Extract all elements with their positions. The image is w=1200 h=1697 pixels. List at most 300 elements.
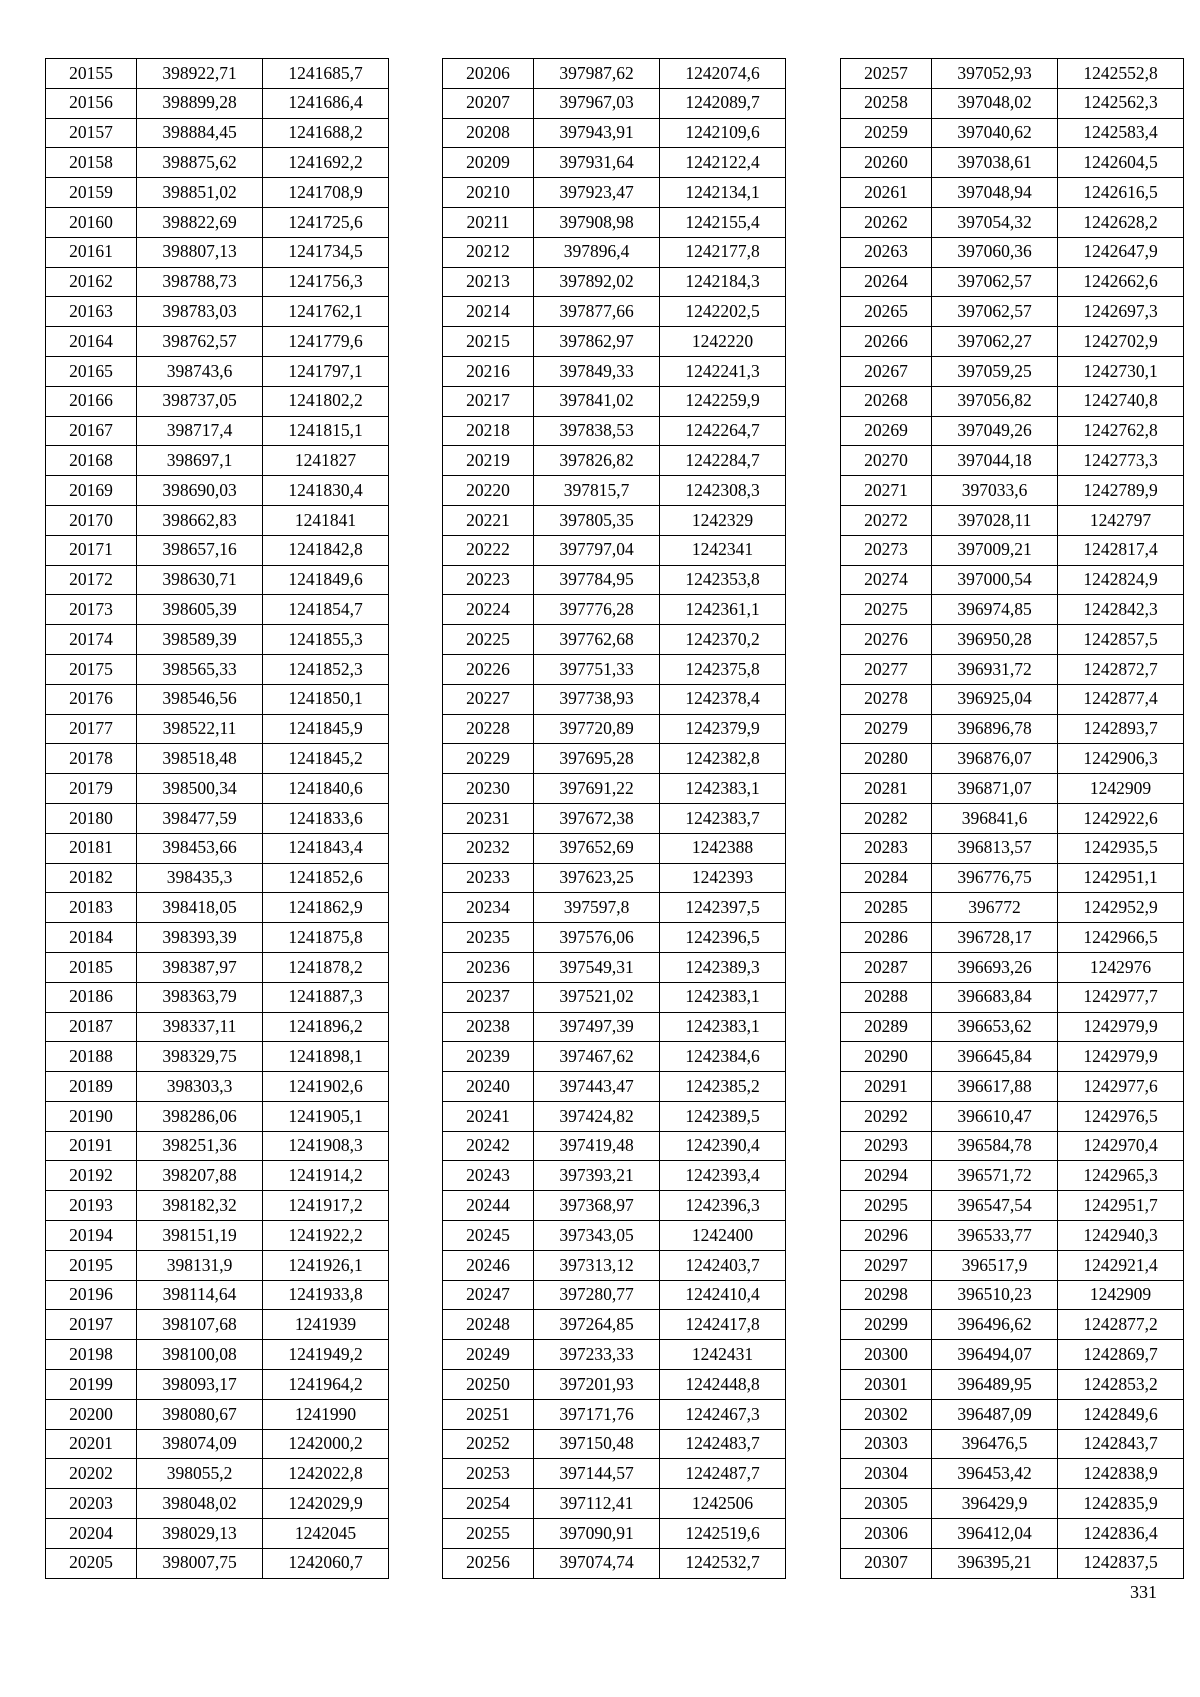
y-coordinate-cell: 1241862,9 (263, 893, 389, 923)
x-coordinate-cell: 397233,33 (534, 1340, 660, 1370)
x-coordinate-cell: 396683,84 (932, 982, 1058, 1012)
table-row (443, 1012, 786, 1042)
coordinate-table-body (443, 59, 786, 1579)
y-coordinate-cell: 1242397,5 (660, 893, 786, 923)
y-coordinate-cell: 1242853,2 (1058, 1370, 1184, 1400)
y-coordinate-cell: 1241855,3 (263, 625, 389, 655)
point-id-cell: 20226 (443, 654, 534, 684)
point-id-cell: 20248 (443, 1310, 534, 1340)
point-id-cell: 20178 (46, 744, 137, 774)
x-coordinate-cell: 397171,76 (534, 1399, 660, 1429)
table-row (443, 297, 786, 327)
x-coordinate-cell: 398074,09 (137, 1429, 263, 1459)
table-row (841, 1042, 1184, 1072)
y-coordinate-cell: 1242448,8 (660, 1370, 786, 1400)
point-id-cell: 20272 (841, 505, 932, 535)
table-row (443, 446, 786, 476)
table-row (443, 1489, 786, 1519)
table-row (841, 833, 1184, 863)
y-coordinate-cell: 1242074,6 (660, 59, 786, 89)
x-coordinate-cell: 398690,03 (137, 476, 263, 506)
table-row (443, 59, 786, 89)
y-coordinate-cell: 1242583,4 (1058, 118, 1184, 148)
table-row (46, 1399, 389, 1429)
point-id-cell: 20271 (841, 476, 932, 506)
point-id-cell: 20167 (46, 416, 137, 446)
point-id-cell: 20160 (46, 207, 137, 237)
point-id-cell: 20243 (443, 1161, 534, 1191)
y-coordinate-cell: 1241756,3 (263, 267, 389, 297)
x-coordinate-cell: 396429,9 (932, 1489, 1058, 1519)
point-id-cell: 20278 (841, 684, 932, 714)
point-id-cell: 20306 (841, 1519, 932, 1549)
x-coordinate-cell: 396489,95 (932, 1370, 1058, 1400)
x-coordinate-cell: 398546,56 (137, 684, 263, 714)
table-row (443, 88, 786, 118)
point-id-cell: 20169 (46, 476, 137, 506)
table-row (443, 535, 786, 565)
point-id-cell: 20241 (443, 1101, 534, 1131)
x-coordinate-cell: 397497,39 (534, 1012, 660, 1042)
x-coordinate-cell: 396841,6 (932, 803, 1058, 833)
x-coordinate-cell: 398393,39 (137, 923, 263, 953)
x-coordinate-cell: 397062,57 (932, 297, 1058, 327)
point-id-cell: 20245 (443, 1221, 534, 1251)
x-coordinate-cell: 397751,33 (534, 654, 660, 684)
point-id-cell: 20287 (841, 952, 932, 982)
x-coordinate-cell: 396395,21 (932, 1548, 1058, 1578)
table-row (841, 982, 1184, 1012)
y-coordinate-cell: 1242842,3 (1058, 595, 1184, 625)
table-row (443, 1399, 786, 1429)
point-id-cell: 20281 (841, 774, 932, 804)
point-id-cell: 20199 (46, 1370, 137, 1400)
y-coordinate-cell: 1242400 (660, 1221, 786, 1251)
y-coordinate-cell: 1242835,9 (1058, 1489, 1184, 1519)
point-id-cell: 20165 (46, 356, 137, 386)
y-coordinate-cell: 1241908,3 (263, 1131, 389, 1161)
x-coordinate-cell: 396813,57 (932, 833, 1058, 863)
point-id-cell: 20216 (443, 356, 534, 386)
table-row (841, 535, 1184, 565)
y-coordinate-cell: 1242264,7 (660, 416, 786, 446)
table-row (46, 1370, 389, 1400)
y-coordinate-cell: 1242109,6 (660, 118, 786, 148)
x-coordinate-cell: 397549,31 (534, 952, 660, 982)
table-row (841, 118, 1184, 148)
y-coordinate-cell: 1241990 (263, 1399, 389, 1429)
point-id-cell: 20188 (46, 1042, 137, 1072)
table-row (443, 595, 786, 625)
y-coordinate-cell: 1242410,4 (660, 1280, 786, 1310)
x-coordinate-cell: 397201,93 (534, 1370, 660, 1400)
x-coordinate-cell: 397862,97 (534, 327, 660, 357)
point-id-cell: 20244 (443, 1191, 534, 1221)
y-coordinate-cell: 1241845,2 (263, 744, 389, 774)
x-coordinate-cell: 398807,13 (137, 237, 263, 267)
y-coordinate-cell: 1242837,5 (1058, 1548, 1184, 1578)
table-row (841, 1519, 1184, 1549)
y-coordinate-cell: 1242122,4 (660, 148, 786, 178)
x-coordinate-cell: 397849,33 (534, 356, 660, 386)
table-row (46, 893, 389, 923)
y-coordinate-cell: 1242379,9 (660, 714, 786, 744)
table-row (443, 1310, 786, 1340)
x-coordinate-cell: 397987,62 (534, 59, 660, 89)
y-coordinate-cell: 1242824,9 (1058, 565, 1184, 595)
table-row (46, 1012, 389, 1042)
point-id-cell: 20264 (841, 267, 932, 297)
y-coordinate-cell: 1241887,3 (263, 982, 389, 1012)
table-row (443, 923, 786, 953)
x-coordinate-cell: 397908,98 (534, 207, 660, 237)
y-coordinate-cell: 1242383,1 (660, 1012, 786, 1042)
x-coordinate-cell: 398453,66 (137, 833, 263, 863)
x-coordinate-cell: 397841,02 (534, 386, 660, 416)
point-id-cell: 20288 (841, 982, 932, 1012)
page-number: 331 (1130, 1582, 1157, 1602)
point-id-cell: 20163 (46, 297, 137, 327)
y-coordinate-cell: 1242467,3 (660, 1399, 786, 1429)
y-coordinate-cell: 1241779,6 (263, 327, 389, 357)
x-coordinate-cell: 397623,25 (534, 863, 660, 893)
y-coordinate-cell: 1241917,2 (263, 1191, 389, 1221)
x-coordinate-cell: 397521,02 (534, 982, 660, 1012)
coordinate-table-1 (45, 58, 389, 1579)
x-coordinate-cell: 397943,91 (534, 118, 660, 148)
y-coordinate-cell: 1242134,1 (660, 178, 786, 208)
point-id-cell: 20183 (46, 893, 137, 923)
table-row (46, 625, 389, 655)
x-coordinate-cell: 397060,36 (932, 237, 1058, 267)
table-row (46, 1191, 389, 1221)
point-id-cell: 20239 (443, 1042, 534, 1072)
y-coordinate-cell: 1241939 (263, 1310, 389, 1340)
point-id-cell: 20200 (46, 1399, 137, 1429)
x-coordinate-cell: 397892,02 (534, 267, 660, 297)
x-coordinate-cell: 396412,04 (932, 1519, 1058, 1549)
point-id-cell: 20204 (46, 1519, 137, 1549)
point-id-cell: 20275 (841, 595, 932, 625)
y-coordinate-cell: 1242353,8 (660, 565, 786, 595)
table-row (46, 565, 389, 595)
point-id-cell: 20173 (46, 595, 137, 625)
y-coordinate-cell: 1241852,6 (263, 863, 389, 893)
table-row (46, 327, 389, 357)
table-row (443, 148, 786, 178)
table-row (841, 148, 1184, 178)
y-coordinate-cell: 1242647,9 (1058, 237, 1184, 267)
table-row (443, 1161, 786, 1191)
table-row (46, 207, 389, 237)
table-row (443, 684, 786, 714)
point-id-cell: 20214 (443, 297, 534, 327)
y-coordinate-cell: 1242935,5 (1058, 833, 1184, 863)
y-coordinate-cell: 1242552,8 (1058, 59, 1184, 89)
x-coordinate-cell: 396925,04 (932, 684, 1058, 714)
table-row (443, 1072, 786, 1102)
table-row (443, 356, 786, 386)
y-coordinate-cell: 1242519,6 (660, 1519, 786, 1549)
table-row (841, 893, 1184, 923)
point-id-cell: 20192 (46, 1161, 137, 1191)
table-row (443, 416, 786, 446)
point-id-cell: 20198 (46, 1340, 137, 1370)
table-row (46, 1042, 389, 1072)
y-coordinate-cell: 1241827 (263, 446, 389, 476)
y-coordinate-cell: 1242385,2 (660, 1072, 786, 1102)
y-coordinate-cell: 1242029,9 (263, 1489, 389, 1519)
point-id-cell: 20246 (443, 1250, 534, 1280)
y-coordinate-cell: 1242241,3 (660, 356, 786, 386)
x-coordinate-cell: 397054,32 (932, 207, 1058, 237)
table-row (443, 1519, 786, 1549)
point-id-cell: 20279 (841, 714, 932, 744)
point-id-cell: 20258 (841, 88, 932, 118)
x-coordinate-cell: 396776,75 (932, 863, 1058, 893)
table-row (443, 952, 786, 982)
table-row (841, 1191, 1184, 1221)
x-coordinate-cell: 397052,93 (932, 59, 1058, 89)
table-row (841, 1012, 1184, 1042)
y-coordinate-cell: 1242951,1 (1058, 863, 1184, 893)
x-coordinate-cell: 397797,04 (534, 535, 660, 565)
x-coordinate-cell: 397652,69 (534, 833, 660, 863)
x-coordinate-cell: 397931,64 (534, 148, 660, 178)
table-row (46, 1429, 389, 1459)
x-coordinate-cell: 398048,02 (137, 1489, 263, 1519)
y-coordinate-cell: 1241922,2 (263, 1221, 389, 1251)
y-coordinate-cell: 1241833,6 (263, 803, 389, 833)
point-id-cell: 20298 (841, 1280, 932, 1310)
table-row (443, 1221, 786, 1251)
x-coordinate-cell: 396645,84 (932, 1042, 1058, 1072)
point-id-cell: 20164 (46, 327, 137, 357)
y-coordinate-cell: 1242184,3 (660, 267, 786, 297)
x-coordinate-cell: 398107,68 (137, 1310, 263, 1340)
x-coordinate-cell: 397280,77 (534, 1280, 660, 1310)
point-id-cell: 20303 (841, 1429, 932, 1459)
point-id-cell: 20237 (443, 982, 534, 1012)
x-coordinate-cell: 397815,7 (534, 476, 660, 506)
table-row (443, 1250, 786, 1280)
point-id-cell: 20247 (443, 1280, 534, 1310)
table-row (443, 1340, 786, 1370)
x-coordinate-cell: 397691,22 (534, 774, 660, 804)
point-id-cell: 20224 (443, 595, 534, 625)
y-coordinate-cell: 1242390,4 (660, 1131, 786, 1161)
table-row (443, 893, 786, 923)
point-id-cell: 20300 (841, 1340, 932, 1370)
x-coordinate-cell: 397805,35 (534, 505, 660, 535)
point-id-cell: 20252 (443, 1429, 534, 1459)
point-id-cell: 20185 (46, 952, 137, 982)
y-coordinate-cell: 1241902,6 (263, 1072, 389, 1102)
y-coordinate-cell: 1242977,6 (1058, 1072, 1184, 1102)
table-row (443, 207, 786, 237)
y-coordinate-cell: 1242382,8 (660, 744, 786, 774)
x-coordinate-cell: 396693,26 (932, 952, 1058, 982)
x-coordinate-cell: 397313,12 (534, 1250, 660, 1280)
x-coordinate-cell: 397424,82 (534, 1101, 660, 1131)
y-coordinate-cell: 1242177,8 (660, 237, 786, 267)
table-row (841, 237, 1184, 267)
y-coordinate-cell: 1242970,4 (1058, 1131, 1184, 1161)
table-row (841, 1161, 1184, 1191)
table-row (841, 1101, 1184, 1131)
point-id-cell: 20280 (841, 744, 932, 774)
y-coordinate-cell: 1241926,1 (263, 1250, 389, 1280)
x-coordinate-cell: 397393,21 (534, 1161, 660, 1191)
y-coordinate-cell: 1241708,9 (263, 178, 389, 208)
table-row (46, 684, 389, 714)
point-id-cell: 20181 (46, 833, 137, 863)
y-coordinate-cell: 1242849,6 (1058, 1399, 1184, 1429)
x-coordinate-cell: 398851,02 (137, 178, 263, 208)
table-row (841, 774, 1184, 804)
x-coordinate-cell: 397896,4 (534, 237, 660, 267)
y-coordinate-cell: 1242388 (660, 833, 786, 863)
table-row (46, 386, 389, 416)
table-row (46, 505, 389, 535)
point-id-cell: 20190 (46, 1101, 137, 1131)
y-coordinate-cell: 1241905,1 (263, 1101, 389, 1131)
y-coordinate-cell: 1241850,1 (263, 684, 389, 714)
point-id-cell: 20220 (443, 476, 534, 506)
table-row (841, 297, 1184, 327)
table-row (841, 446, 1184, 476)
x-coordinate-cell: 398329,75 (137, 1042, 263, 1072)
coordinate-table-body (841, 59, 1184, 1579)
x-coordinate-cell: 396533,77 (932, 1221, 1058, 1251)
x-coordinate-cell: 397056,82 (932, 386, 1058, 416)
point-id-cell: 20282 (841, 803, 932, 833)
table-row (841, 1250, 1184, 1280)
table-row (841, 1429, 1184, 1459)
x-coordinate-cell: 396453,42 (932, 1459, 1058, 1489)
x-coordinate-cell: 398100,08 (137, 1340, 263, 1370)
point-id-cell: 20254 (443, 1489, 534, 1519)
y-coordinate-cell: 1241797,1 (263, 356, 389, 386)
point-id-cell: 20266 (841, 327, 932, 357)
y-coordinate-cell: 1242951,7 (1058, 1191, 1184, 1221)
x-coordinate-cell: 397343,05 (534, 1221, 660, 1251)
point-id-cell: 20307 (841, 1548, 932, 1578)
point-id-cell: 20215 (443, 327, 534, 357)
y-coordinate-cell: 1242979,9 (1058, 1012, 1184, 1042)
table-row (443, 654, 786, 684)
table-row (443, 714, 786, 744)
table-row (841, 386, 1184, 416)
point-id-cell: 20170 (46, 505, 137, 535)
x-coordinate-cell: 398662,83 (137, 505, 263, 535)
table-row (841, 476, 1184, 506)
y-coordinate-cell: 1242730,1 (1058, 356, 1184, 386)
table-row (443, 803, 786, 833)
x-coordinate-cell: 397144,57 (534, 1459, 660, 1489)
table-row (46, 356, 389, 386)
point-id-cell: 20189 (46, 1072, 137, 1102)
x-coordinate-cell: 396496,62 (932, 1310, 1058, 1340)
point-id-cell: 20269 (841, 416, 932, 446)
x-coordinate-cell: 397074,74 (534, 1548, 660, 1578)
point-id-cell: 20292 (841, 1101, 932, 1131)
table-row (46, 446, 389, 476)
table-row (443, 267, 786, 297)
table-row (46, 1310, 389, 1340)
y-coordinate-cell: 1242843,7 (1058, 1429, 1184, 1459)
y-coordinate-cell: 1242370,2 (660, 625, 786, 655)
table-row (841, 416, 1184, 446)
y-coordinate-cell: 1242952,9 (1058, 893, 1184, 923)
x-coordinate-cell: 396487,09 (932, 1399, 1058, 1429)
table-row (443, 833, 786, 863)
y-coordinate-cell: 1242817,4 (1058, 535, 1184, 565)
x-coordinate-cell: 398387,97 (137, 952, 263, 982)
y-coordinate-cell: 1242396,5 (660, 923, 786, 953)
table-row (46, 774, 389, 804)
y-coordinate-cell: 1241896,2 (263, 1012, 389, 1042)
point-id-cell: 20299 (841, 1310, 932, 1340)
x-coordinate-cell: 396896,78 (932, 714, 1058, 744)
point-id-cell: 20155 (46, 59, 137, 89)
y-coordinate-cell: 1242869,7 (1058, 1340, 1184, 1370)
table-row (841, 654, 1184, 684)
x-coordinate-cell: 396617,88 (932, 1072, 1058, 1102)
table-row (841, 803, 1184, 833)
table-row (46, 535, 389, 565)
table-row (443, 237, 786, 267)
x-coordinate-cell: 398418,05 (137, 893, 263, 923)
y-coordinate-cell: 1242836,4 (1058, 1519, 1184, 1549)
x-coordinate-cell: 397923,47 (534, 178, 660, 208)
x-coordinate-cell: 396931,72 (932, 654, 1058, 684)
y-coordinate-cell: 1242389,5 (660, 1101, 786, 1131)
point-id-cell: 20205 (46, 1548, 137, 1578)
point-id-cell: 20212 (443, 237, 534, 267)
point-id-cell: 20209 (443, 148, 534, 178)
y-coordinate-cell: 1242389,3 (660, 952, 786, 982)
point-id-cell: 20176 (46, 684, 137, 714)
y-coordinate-cell: 1242702,9 (1058, 327, 1184, 357)
table-row (841, 744, 1184, 774)
point-id-cell: 20262 (841, 207, 932, 237)
y-coordinate-cell: 1242220 (660, 327, 786, 357)
point-id-cell: 20182 (46, 863, 137, 893)
table-row (841, 1131, 1184, 1161)
y-coordinate-cell: 1242893,7 (1058, 714, 1184, 744)
x-coordinate-cell: 397762,68 (534, 625, 660, 655)
x-coordinate-cell: 398697,1 (137, 446, 263, 476)
table-row (46, 237, 389, 267)
y-coordinate-cell: 1242562,3 (1058, 88, 1184, 118)
x-coordinate-cell: 398762,57 (137, 327, 263, 357)
point-id-cell: 20221 (443, 505, 534, 535)
y-coordinate-cell: 1242966,5 (1058, 923, 1184, 953)
table-row (46, 267, 389, 297)
y-coordinate-cell: 1241830,4 (263, 476, 389, 506)
x-coordinate-cell: 397419,48 (534, 1131, 660, 1161)
y-coordinate-cell: 1242308,3 (660, 476, 786, 506)
x-coordinate-cell: 396510,23 (932, 1280, 1058, 1310)
point-id-cell: 20218 (443, 416, 534, 446)
point-id-cell: 20161 (46, 237, 137, 267)
x-coordinate-cell: 397720,89 (534, 714, 660, 744)
table-row (443, 1131, 786, 1161)
point-id-cell: 20158 (46, 148, 137, 178)
x-coordinate-cell: 398207,88 (137, 1161, 263, 1191)
x-coordinate-cell: 397877,66 (534, 297, 660, 327)
